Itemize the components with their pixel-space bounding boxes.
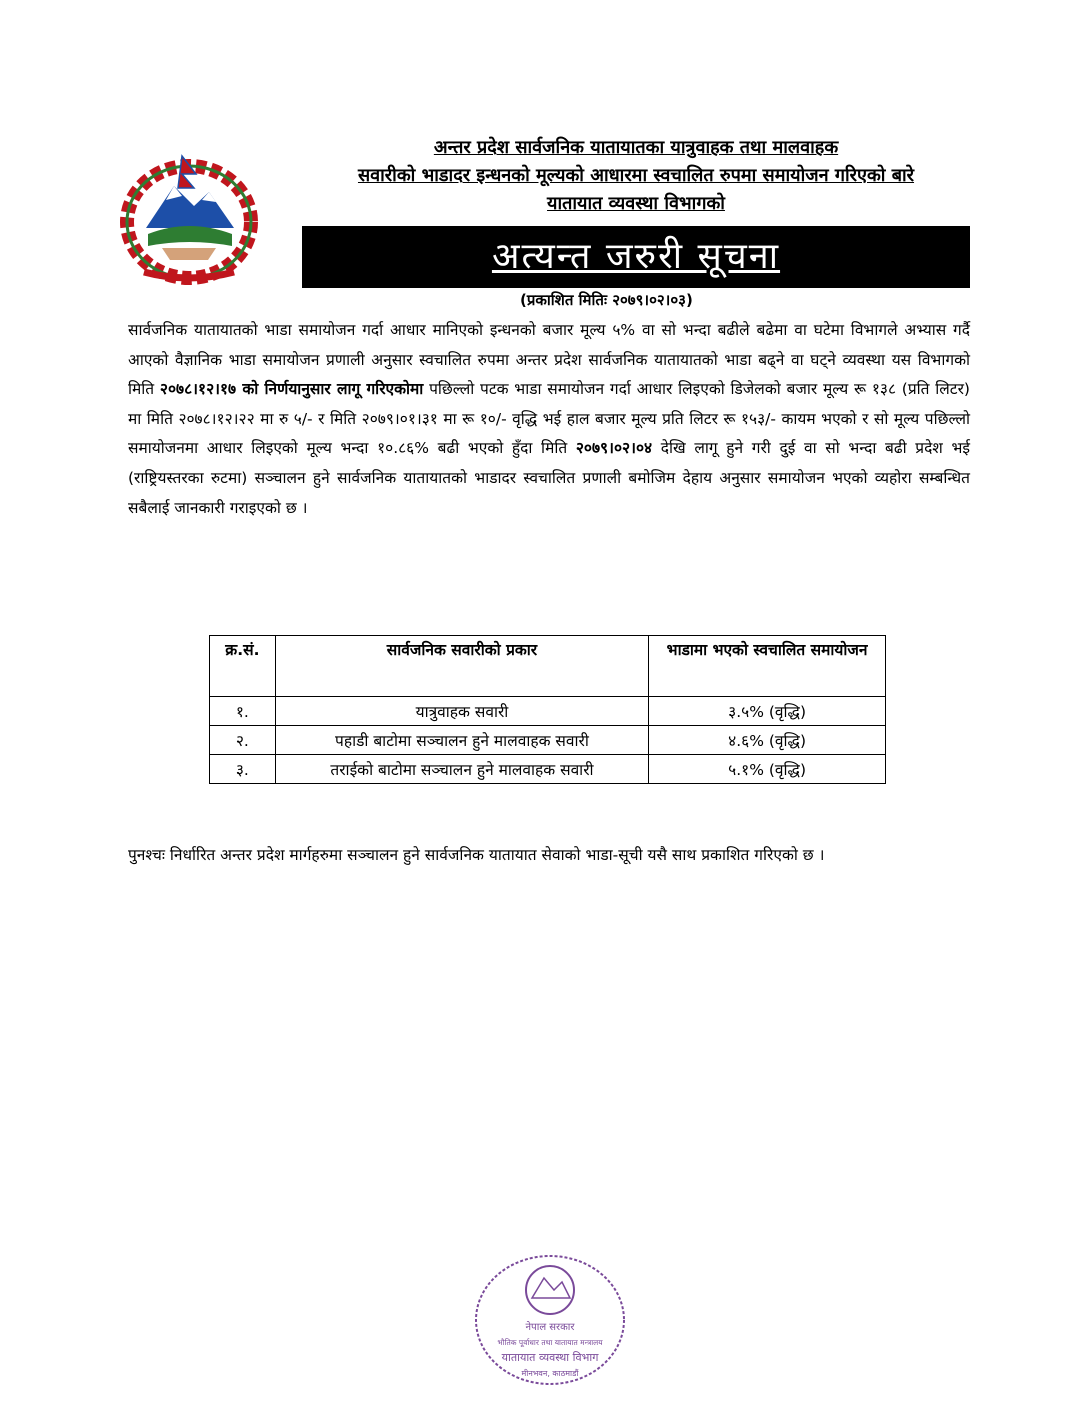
department-stamp (470, 1250, 630, 1390)
nepal-government-emblem (104, 148, 274, 288)
header-line-1: अन्तर प्रदेश सार्वजनिक यातायातका यात्रुवाहक तथा मालवाहक (433, 137, 839, 158)
body-part-1: सार्वजनिक यातायातको भाडा समायोजन गर्दा आधार मानिएको इन्धनको बजार मूल्य ५% वा सो भन्दा बढीले बढेमा वा घटेमा विभागले अभ्यास गर्दै आएको वैज्ञानिक भाडा समायोजन प्रणाली अनुसार स्वचालित रुपमा अन्तर प्रदेश सार्वजनिक यातायातको भाडा बढ्ने वा घट्ने व्यवस्था यस विभागको मिति (128, 321, 970, 399)
row-adjustment: ४.६% (वृद्धि) (649, 726, 886, 755)
row-vehicle-type: पहाडी बाटोमा सञ्चालन हुने मालवाहक सवारी (275, 726, 648, 755)
header-line-3: यातायात व्यवस्था विभागको (547, 193, 725, 214)
notice-body (128, 316, 970, 523)
notice-header (300, 134, 972, 218)
banner-title: अत्यन्त जरुरी सूचना (491, 236, 781, 277)
row-serial: ३. (210, 755, 276, 784)
row-vehicle-type: यात्रुवाहक सवारी (275, 697, 648, 726)
row-serial: १. (210, 697, 276, 726)
postscript: पुनश्चः निर्धारित अन्तर प्रदेश मार्गहरुमा सञ्चालन हुने सार्वजनिक यातायात सेवाको भाडा-सूची यसै साथ प्रकाशित गरिएको छ । (128, 846, 825, 864)
row-adjustment: ३.५% (वृद्धि) (649, 697, 886, 726)
table-header-row (210, 636, 886, 697)
stamp-line-4: मीनभवन, काठमाडौं (521, 1369, 579, 1378)
effective-date: २०७९।०२।०४ (575, 439, 653, 458)
table-row (210, 697, 886, 726)
fare-adjustment-table (209, 635, 886, 784)
header-adjustment: भाडामा भएको स्वचालित समायोजन (649, 636, 886, 697)
stamp-line-2: भौतिक पूर्वाधार तथा यातायात मन्त्रालय (497, 1338, 603, 1347)
header-vehicle-type: सार्वजनिक सवारीको प्रकार (275, 636, 648, 697)
published-date: (प्रकाशित मितिः २०७९।०२।०३) (520, 291, 693, 309)
decision-date: २०७८।१२।१७ को निर्णयानुसार लागू गरिएकोमा (159, 380, 424, 399)
body-part-3: देखि लागू हुने गरी दुई वा सो भन्दा बढी प्रदेश भई (राष्ट्रियस्तरका रुटमा) सञ्चालन हुने सार्वजनिक यातायातको भाडादर स्वचालित प्रणाली बमोजिम देहाय अनुसार समायोजन भएको व्यहोरा सम्बन्धित सबैलाई जानकारी गराइएको छ । (128, 439, 971, 517)
urgent-notice-banner (302, 226, 970, 288)
header-serial: क्र.सं. (210, 636, 276, 697)
stamp-line-3: यातायात व्यवस्था विभाग (501, 1351, 599, 1364)
table-row (210, 726, 886, 755)
row-serial: २. (210, 726, 276, 755)
table-row (210, 755, 886, 784)
body-part-2: पछिल्लो पटक भाडा समायोजन गर्दा आधार लिइएको डिजेलको बजार मूल्य रू १३८ (प्रति लिटर) मा मिति २०७८।१२।२२ मा रु ५/- र मिति २०७९।०१।३१ मा रू १०/- वृद्धि भई हाल बजार मूल्य प्रति लिटर रू १५३/- कायम भएको र सो मूल्य पछिल्लो समायोजनमा आधार लिइएको मूल्य भन्दा १०.८६% बढी भएको हुँदा मिति (128, 380, 970, 458)
row-adjustment: ५.१% (वृद्धि) (649, 755, 886, 784)
stamp-line-1: नेपाल सरकार (525, 1322, 575, 1333)
row-vehicle-type: तराईको बाटोमा सञ्चालन हुने मालवाहक सवारी (275, 755, 648, 784)
header-line-2: सवारीको भाडादर इन्धनको मूल्यको आधारमा स्वचालित रुपमा समायोजन गरिएको बारे (357, 165, 915, 186)
